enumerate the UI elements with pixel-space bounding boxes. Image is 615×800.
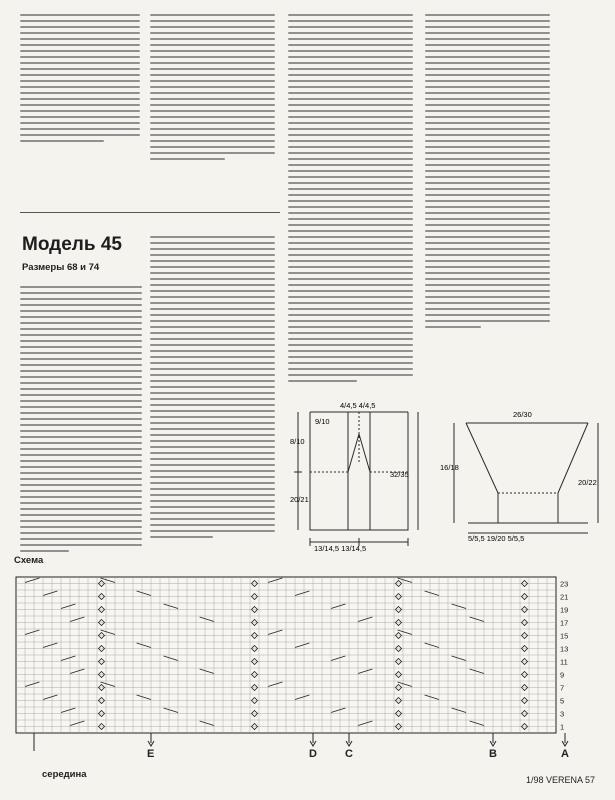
section-divider <box>20 212 280 213</box>
knitting-scheme-chart <box>14 573 598 760</box>
text-column-1-bottom <box>20 282 142 552</box>
scheme-label: Схема <box>14 555 44 566</box>
pattern-dim-left-lower: 20/21 <box>290 495 309 504</box>
pattern-dim-right-side: 32/35 <box>390 470 409 479</box>
sizes-heading: Размеры 68 и 74 <box>22 262 100 273</box>
pattern-dim-top: 4/4,5 4/4,5 <box>340 401 376 410</box>
scheme-row-number: 1 <box>560 722 565 732</box>
center-label: середина <box>42 769 87 780</box>
scheme-row-number: 23 <box>560 579 569 589</box>
pattern-dim-bottom: 13/14,5 13/14,5 <box>314 544 367 553</box>
scheme-row-number: 5 <box>560 696 565 706</box>
column-letter: C <box>345 748 353 760</box>
column-letter: A <box>561 748 569 760</box>
text-column-1-top <box>20 10 140 142</box>
text-column-4 <box>425 10 550 328</box>
scheme-row-number: 21 <box>560 592 569 602</box>
column-letter: E <box>147 748 155 760</box>
hat-dim-left-upper: 16/18 <box>440 463 459 472</box>
text-column-3 <box>288 10 413 382</box>
scheme-row-number: 7 <box>560 683 565 693</box>
model-heading: Модель 45 <box>22 234 122 255</box>
column-letter: B <box>489 748 497 760</box>
pattern-dim-upper-side: 9/10 <box>315 417 330 426</box>
hat-dim-right: 20/22 <box>578 478 597 487</box>
scheme-row-number: 13 <box>560 644 569 654</box>
column-letter: D <box>309 748 317 760</box>
page-footer: 1/98 VERENA 57 <box>525 775 595 785</box>
hat-dim-top: 26/30 <box>513 410 532 419</box>
scheme-row-number: 19 <box>560 605 569 615</box>
text-column-2-top <box>150 10 275 160</box>
scheme-row-number: 3 <box>560 709 565 719</box>
pattern-dim-left-upper: 8/10 <box>290 437 305 446</box>
text-column-2-bottom <box>150 232 275 538</box>
garment-pattern-diagram <box>290 402 425 552</box>
hat-dim-bottom: 5/5,5 19/20 5/5,5 <box>468 534 525 543</box>
scheme-row-number: 11 <box>560 657 568 667</box>
scheme-row-number: 17 <box>560 618 569 628</box>
scheme-row-number: 15 <box>560 631 569 641</box>
hat-pattern-diagram <box>438 405 610 543</box>
scheme-row-number: 9 <box>560 670 565 680</box>
